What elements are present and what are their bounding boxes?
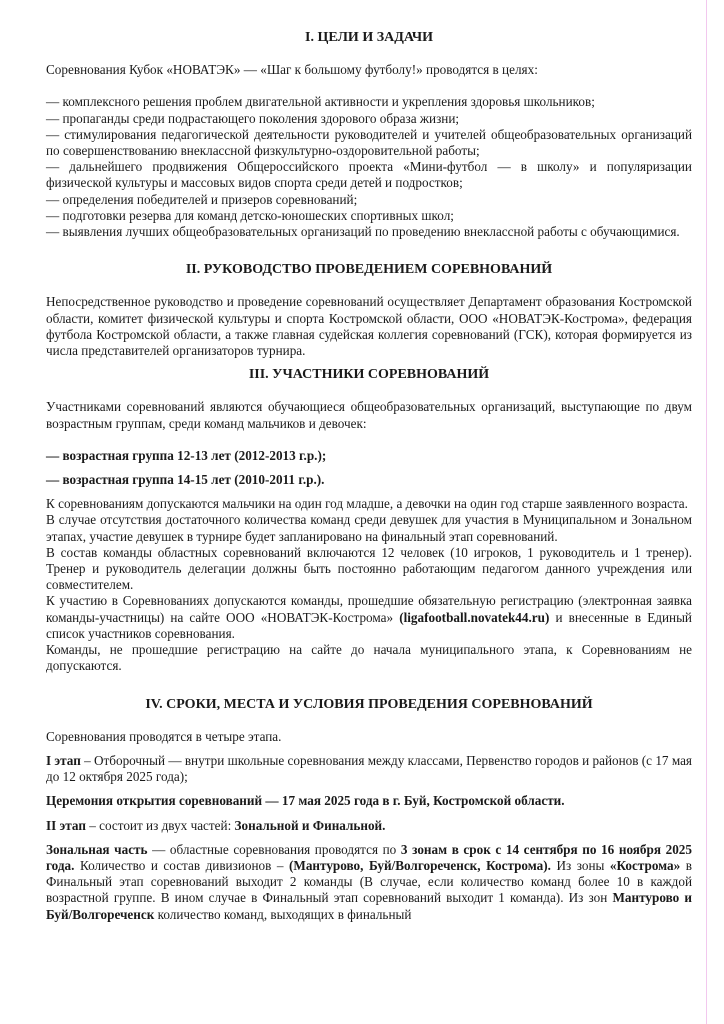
section-3-paragraph-4 [46,593,692,642]
section-1-title: I. ЦЕЛИ И ЗАДАЧИ [305,30,433,45]
section-4-title: IV. СРОКИ, МЕСТА И УСЛОВИЯ ПРОВЕДЕНИЯ СОРЕВНОВАНИЙ [145,696,593,712]
document-body [46,30,692,923]
zonal-text-4: в Финальный этап соревнований выходит 2 команды (В случае, если количество команд более 10 в каждой возрастной группе. В ином случае в Финальный этап соревнований выходит 1 команда). Из зон [46,857,692,906]
zonal-label: Зональная часть [46,841,148,857]
scan-edge-line [706,0,707,1024]
goal-item: — стимулирования педагогической деятельности руководителей и учителей общеобразовательных организаций по совершенствованию внеклассной физкультурно-оздоровительной работы; [46,126,692,159]
stage-2-text: – состоит из двух частей: [85,817,235,833]
section-3-title: III. УЧАСТНИКИ СОРЕВНОВАНИЙ [248,367,490,383]
stage-1 [46,753,692,785]
stage-2-label: II этап [46,817,86,833]
goal-item: — комплексного решения проблем двигательной активности и укрепления здоровья школьников; [46,94,595,110]
section-3-paragraph-5: Команды, не прошедшие регистрацию на сайте до начала муниципального этапа, к Соревнованиям не допускаются. [46,642,692,674]
goal-item: — подготовки резерва для команд детско-юношеских спортивных школ; [46,207,454,223]
zones-manturovo-bui: Мантурово и Буй/Волгореченск [46,890,692,922]
age-group-1: — возрастная группа 12-13 лет (2012-2013 г.р.); [46,447,327,463]
section-2-title: II. РУКОВОДСТВО ПРОВЕДЕНИЕМ СОРЕВНОВАНИЙ [185,262,553,278]
stage-1-text: – Отборочный — внутри школьные соревнования между классами, Первенство городов и районов (с 17 мая до 12 октября 2025 года); [46,752,692,785]
opening-ceremony: Церемония открытия соревнований — 17 мая 2025 года в г. Буй, Костромской области. [46,793,565,809]
stage-2-parts: Зональной и Финальной. [234,817,386,833]
zonal-text-2: Количество и состав дивизионов – [74,857,289,873]
section-3-intro: Участниками соревнований являются обучающиеся общеобразовательных организаций, выступающие по двум возрастным группам, среди команд мальчиков и девочек: [46,399,692,431]
zonal-part [46,842,692,923]
goal-item: — выявления лучших общеобразовательных организаций по проведению внеклассной работы с обучающимися. [46,224,680,240]
stage-1-label: I этап [46,752,81,768]
registration-site: (ligafootball.novatek44.ru) [399,609,550,625]
age-group-2: — возрастная группа 14-15 лет (2010-2011 г.р.). [46,472,325,488]
stage-2 [46,818,692,834]
goal-item: — пропаганды среди подрастающего поколения здорового образа жизни; [46,110,460,126]
zonal-dates: 3 зонам в срок с 14 сентября по 16 ноября 2025 года. [46,841,692,873]
zonal-text-1: — областные соревнования проводятся по [147,841,401,857]
registration-text-end: и внесенные в Единый список участников соревнования. [46,609,692,641]
registration-text: К участию в Соревнованиях допускаются команды, прошедшие обязательную регистрацию (электронная заявка команды-участницы) на сайте ООО «НОВАТЭК-Кострома» [46,593,692,625]
goal-item: — дальнейшего продвижения Общероссийского проекта «Мини-футбол — в школу» и популяризации физической культуры и массовых видов спорта среди детей и подростков; [46,159,692,191]
section-3-paragraph-3: В состав команды областных соревнований включаются 12 человек (10 игроков, 1 руководитель и 1 тренер). Тренер и руководитель делегации должны быть постоянно работающим педагогом данного учреждения или совместителем. [46,544,692,593]
section-1-intro: Соревнования Кубок «НОВАТЭК» — «Шаг к большому футболу!» проводятся в целях: [46,62,538,78]
zonal-divisions: (Мантурово, Буй/Волгореченск, Кострома). [289,857,551,873]
goals-list [46,94,692,240]
section-4-intro: Соревнования проводятся в четыре этапа. [46,728,282,744]
zonal-text-5: количество команд, выходящих в финальный [154,906,412,922]
section-3-paragraph-1: К соревнованиям допускаются мальчики на один год младше, а девочки на один год старше заявленного возраста. [46,496,688,512]
zonal-text-3: Из зоны [550,857,610,873]
section-2-text: Непосредственное руководство и проведение соревнований осуществляет Департамент образования Костромской области, комитет физической культуры и спорта Костромской области, ООО «НОВАТЭК-Кострома», федерация футбола Костромской области, а также главная судейская коллегия соревнований (ГСК), которая формируется из числа представителей организаторов турнира. [46,294,692,359]
zone-kostroma: «Кострома» [609,857,681,873]
section-3-paragraph-2: В случае отсутствия достаточного количества команд среди девушек для участия в Муниципальном и Зональном этапах, участие девушек в турнире будет запланировано на финальный этап соревнований. [46,512,692,544]
goal-item: — определения победителей и призеров соревнований; [46,191,358,207]
